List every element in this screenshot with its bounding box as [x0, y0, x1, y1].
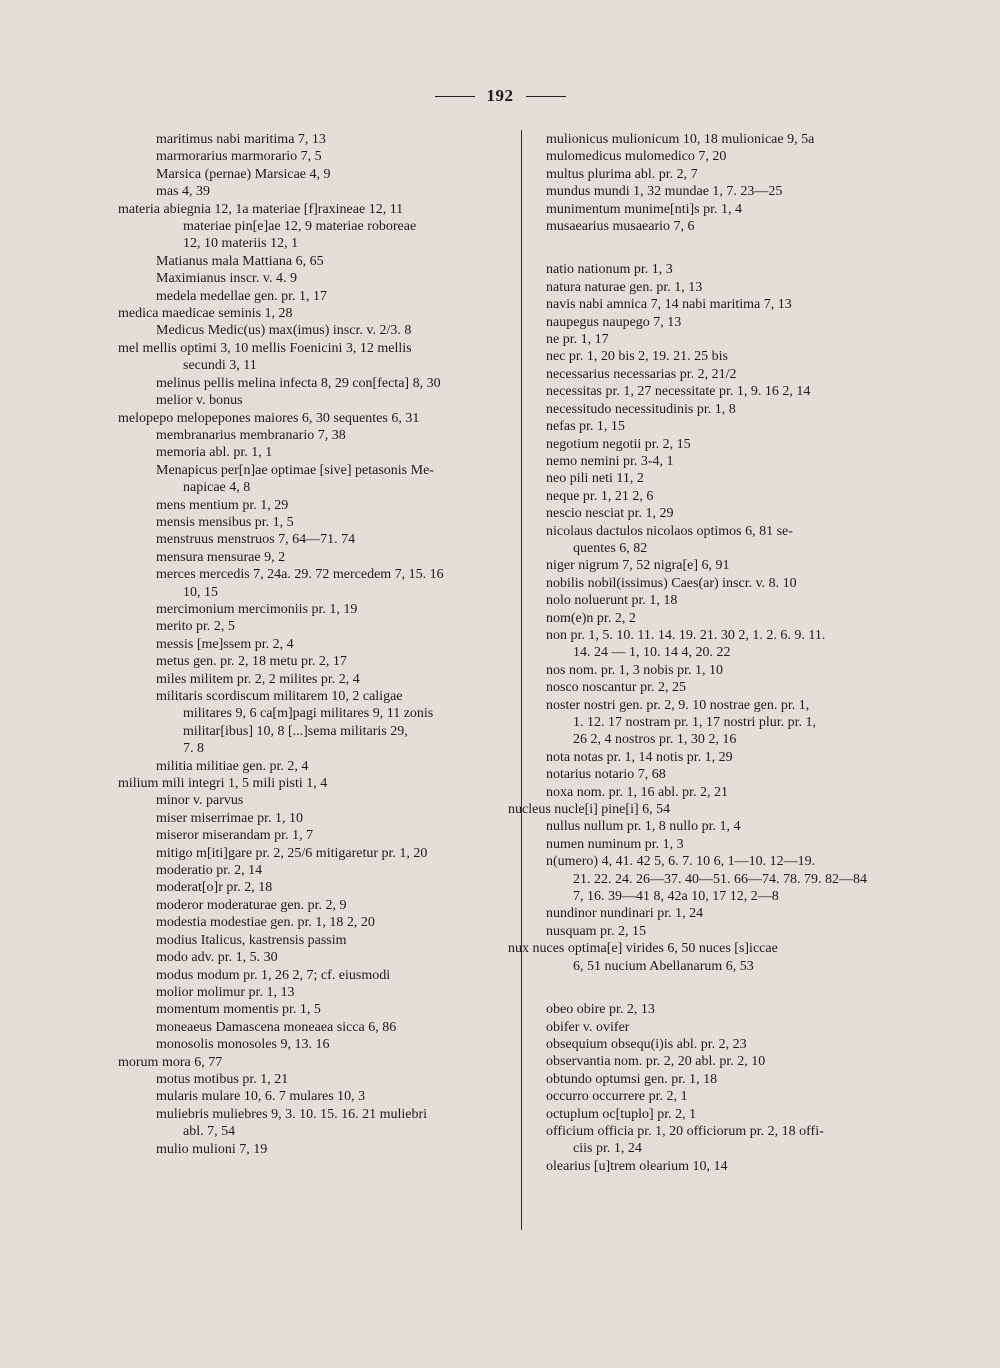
index-line: navis nabi amnica 7, 14 nabi maritima 7, 13	[546, 297, 792, 313]
index-line: moderat[o]r pr. 2, 18	[156, 880, 273, 896]
index-line: nundinor nundinari pr. 1, 24	[546, 906, 704, 922]
index-line: militaris scordiscum militarem 10, 2 caligae	[156, 689, 403, 704]
index-line: nos nom. pr. 1, 3 nobis pr. 1, 10	[546, 662, 723, 678]
index-line: 26 2, 4 nostros pr. 1, 30 2, 16	[573, 732, 737, 748]
index-line: noster nostri gen. pr. 2, 9. 10 nostrae gen. pr. 1,	[546, 697, 810, 713]
index-line: modestia modestiae gen. pr. 1, 18 2, 20	[156, 915, 375, 931]
index-line: obsequium obsequ(i)is abl. pr. 2, 23	[546, 1036, 747, 1052]
left-column	[118, 131, 500, 1158]
header-rule-left	[435, 96, 475, 97]
index-line: 1. 12. 17 nostram pr. 1, 17 nostri plur. pr. 1,	[573, 715, 817, 730]
index-line: miseror miserandam pr. 1, 7	[156, 828, 314, 844]
index-line: mensis mensibus pr. 1, 5	[156, 514, 294, 530]
index-line: obtundo optumsi gen. pr. 1, 18	[546, 1071, 718, 1087]
index-line: mulomedicus mulomedico 7, 20	[546, 149, 727, 165]
index-line: nemo nemini pr. 3-4, 1	[546, 453, 674, 469]
index-line: nucleus nucle[i] pine[i] 6, 54	[508, 802, 671, 818]
index-line: medica maedicae seminis 1, 28	[118, 306, 293, 322]
index-line: modius Italicus, kastrensis passim	[156, 932, 347, 948]
index-line: messis [me]ssem pr. 2, 4	[156, 636, 294, 652]
index-line: moneaeus Damascena moneaea sicca 6, 86	[156, 1019, 397, 1035]
page-header	[0, 84, 1000, 108]
index-line: medela medellae gen. pr. 1, 17	[156, 288, 328, 304]
index-line: obeo obire pr. 2, 13	[546, 1002, 655, 1018]
index-line: olearius [u]trem olearium 10, 14	[546, 1158, 728, 1174]
index-line: mulionicus mulionicum 10, 18 mulionicae 9, 5a	[546, 132, 815, 147]
index-line: marmorarius marmorario 7, 5	[156, 149, 322, 165]
index-line: ne pr. 1, 17	[546, 332, 609, 348]
index-line: 12, 10 materiis 12, 1	[183, 236, 299, 252]
index-line: Maximianus inscr. v. 4. 9	[156, 271, 298, 287]
index-line: modo adv. pr. 1, 5. 30	[156, 950, 278, 966]
index-line: 14. 24 — 1, 10. 14 4, 20. 22	[573, 645, 731, 661]
index-line: napicae 4, 8	[183, 480, 251, 496]
index-line: Matianus mala Mattiana 6, 65	[156, 253, 324, 269]
index-line: melinus pellis melina infecta 8, 29 con[fecta] 8, 30	[156, 375, 441, 391]
index-line: mel mellis optimi 3, 10 mellis Foenicini 3, 12 mellis	[118, 340, 412, 356]
index-line: nux nuces optima[e] virides 6, 50 nuces [s]iccae	[508, 941, 778, 957]
index-line: Medicus Medic(us) max(imus) inscr. v. 2/3. 8	[156, 323, 412, 339]
header-rule-right	[526, 96, 566, 97]
index-line: mitigo m[iti]gare pr. 2, 25/6 mitigaretur pr. 1, 20	[156, 845, 428, 861]
index-line: obifer v. ovifer	[546, 1019, 630, 1035]
index-line: mas 4, 39	[156, 184, 211, 200]
index-line: nota notas pr. 1, 14 notis pr. 1, 29	[546, 749, 733, 765]
index-line: natio nationum pr. 1, 3	[546, 262, 673, 278]
index-line: officium officia pr. 1, 20 officiorum pr. 2, 18 offi-	[546, 1123, 824, 1139]
index-line: nosco noscantur pr. 2, 25	[546, 680, 686, 696]
index-line: militar[ibus] 10, 8 [...]sema militaris 29,	[183, 723, 408, 739]
index-line: mularis mulare 10, 6. 7 mulares 10, 3	[156, 1089, 366, 1105]
index-line: necessitudo necessitudinis pr. 1, 8	[546, 401, 736, 417]
index-line: occurro occurrere pr. 2, 1	[546, 1089, 688, 1105]
index-line: abl. 7, 54	[183, 1124, 236, 1140]
index-line: multus plurima abl. pr. 2, 7	[546, 166, 698, 182]
index-line: materia abiegnia 12, 1a materiae [f]raxineae 12, 11	[118, 201, 404, 217]
index-line: moderor moderaturae gen. pr. 2, 9	[156, 897, 347, 913]
index-line: nusquam pr. 2, 15	[546, 923, 646, 939]
index-line: 6, 51 nucium Abellanarum 6, 53	[573, 958, 754, 974]
index-line: modus modum pr. 1, 26 2, 7; cf. eiusmodi	[156, 967, 391, 983]
index-line: miser miserrimae pr. 1, 10	[156, 810, 303, 826]
index-line: notarius notario 7, 68	[546, 767, 666, 783]
index-line: niger nigrum 7, 52 nigra[e] 6, 91	[546, 558, 730, 574]
index-line: quentes 6, 82	[573, 540, 648, 556]
index-line: monosolis monosoles 9, 13. 16	[156, 1037, 330, 1053]
index-line: Marsica (pernae) Marsicae 4, 9	[156, 166, 331, 182]
page-number: 192	[486, 86, 514, 105]
index-line: materiae pin[e]ae 12, 9 materiae roboreae	[183, 219, 417, 235]
index-line: neo pili neti 11, 2	[546, 471, 644, 487]
index-line: moderatio pr. 2, 14	[156, 863, 263, 879]
index-line: molior molimur pr. 1, 13	[156, 984, 295, 1000]
index-line: mensura mensurae 9, 2	[156, 549, 286, 565]
index-line: momentum momentis pr. 1, 5	[156, 1002, 321, 1018]
index-line: metus gen. pr. 2, 18 metu pr. 2, 17	[156, 654, 347, 670]
index-line: octuplum oc[tuplo] pr. 2, 1	[546, 1106, 697, 1122]
index-line: mercimonium mercimoniis pr. 1, 19	[156, 601, 358, 617]
index-line: 21. 22. 24. 26—37. 40—51. 66—74. 78. 79. 82—84	[573, 871, 867, 887]
index-line: motus motibus pr. 1, 21	[156, 1071, 289, 1087]
index-line: naupegus naupego 7, 13	[546, 314, 682, 330]
index-line: miles militem pr. 2, 2 milites pr. 2, 4	[156, 671, 360, 687]
index-line: noxa nom. pr. 1, 16 abl. pr. 2, 21	[546, 784, 728, 800]
index-line: negotium negotii pr. 2, 15	[546, 436, 691, 452]
index-line: militia militiae gen. pr. 2, 4	[156, 758, 309, 774]
index-line: merito pr. 2, 5	[156, 619, 235, 635]
index-line: mulio mulioni 7, 19	[156, 1141, 268, 1157]
index-line: non pr. 1, 5. 10. 11. 14. 19. 21. 30 2, 1. 2. 6. 9. 11.	[546, 627, 826, 643]
index-line: nicolaus dactulos nicolaos optimos 6, 81 se-	[546, 523, 793, 539]
right-column	[508, 131, 902, 1175]
index-line: melopepo melopepones maiores 6, 30 sequentes 6, 31	[118, 410, 420, 426]
index-line: natura naturae gen. pr. 1, 13	[546, 279, 703, 295]
index-line: musaearius musaeario 7, 6	[546, 219, 695, 235]
index-line: merces mercedis 7, 24a. 29. 72 mercedem 7, 15. 16	[156, 567, 444, 583]
index-line: Menapicus per[n]ae optimae [sive] petasonis Me-	[156, 462, 434, 478]
index-line: necessitas pr. 1, 27 necessitate pr. 1, 9. 16 2, 14	[546, 384, 811, 400]
index-line: ciis pr. 1, 24	[573, 1141, 642, 1157]
index-line: membranarius membranario 7, 38	[156, 427, 346, 443]
index-line: 7. 8	[183, 741, 204, 757]
index-line: militares 9, 6 ca[m]pagi militares 9, 11 zonis	[183, 706, 434, 722]
index-line: minor v. parvus	[156, 793, 244, 809]
index-line: muliebris muliebres 9, 3. 10. 15. 16. 21 muliebri	[156, 1106, 428, 1122]
index-line: nolo noluerunt pr. 1, 18	[546, 593, 678, 609]
index-line: necessarius necessarias pr. 2, 21/2	[546, 366, 737, 382]
index-line: morum mora 6, 77	[118, 1054, 223, 1070]
index-line: numen numinum pr. 1, 3	[546, 836, 684, 852]
index-line: mens mentium pr. 1, 29	[156, 497, 289, 513]
section-gap	[508, 975, 902, 1001]
index-line: 10, 15	[183, 584, 218, 600]
index-line: nobilis nobil(issimus) Caes(ar) inscr. v. 8. 10	[546, 575, 797, 591]
index-line: maritimus nabi maritima 7, 13	[156, 132, 326, 147]
index-line: memoria abl. pr. 1, 1	[156, 445, 273, 461]
index-line: n(umero) 4, 41. 42 5, 6. 7. 10 6, 1—10. 12—19.	[546, 854, 816, 870]
index-line: munimentum munime[nti]s pr. 1, 4	[546, 201, 742, 217]
index-line: secundi 3, 11	[183, 358, 257, 374]
section-gap	[508, 235, 902, 261]
index-line: milium mili integri 1, 5 mili pisti 1, 4	[118, 776, 328, 792]
index-line: neque pr. 1, 21 2, 6	[546, 488, 654, 504]
index-line: nescio nesciat pr. 1, 29	[546, 506, 674, 522]
index-line: nec pr. 1, 20 bis 2, 19. 21. 25 bis	[546, 349, 728, 365]
index-line: nom(e)n pr. 2, 2	[546, 610, 636, 626]
index-line: observantia nom. pr. 2, 20 abl. pr. 2, 10	[546, 1054, 766, 1070]
index-line: melior v. bonus	[156, 393, 243, 409]
index-line: 7, 16. 39—41 8, 42a 10, 17 12, 2—8	[573, 889, 779, 905]
index-line: nullus nullum pr. 1, 8 nullo pr. 1, 4	[546, 819, 741, 835]
index-line: nefas pr. 1, 15	[546, 419, 625, 435]
index-line: menstruus menstruos 7, 64—71. 74	[156, 532, 356, 548]
index-line: mundus mundi 1, 32 mundae 1, 7. 23—25	[546, 184, 783, 200]
